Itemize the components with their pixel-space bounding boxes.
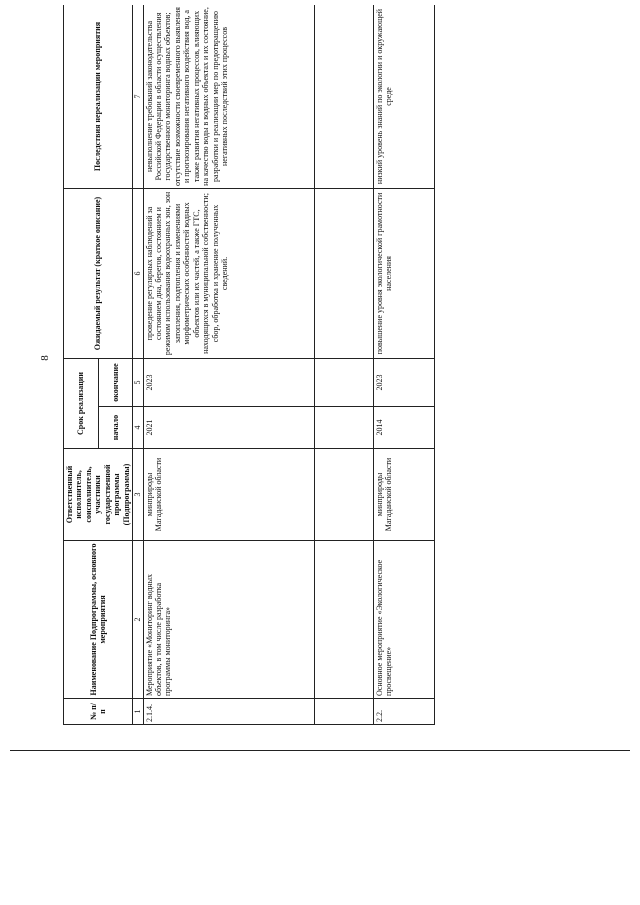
page-divider bbox=[10, 750, 630, 751]
header-consequence: Последствия нереализации мероприятия bbox=[64, 5, 133, 188]
row-executor: минприроды Магаданской области bbox=[373, 449, 434, 541]
table-header-row bbox=[64, 5, 99, 725]
row-end: 2023 bbox=[143, 358, 314, 406]
row-start: 2014 bbox=[373, 407, 434, 449]
header-executor: Ответственный исполнитель, соисполнитель, участники государственной программы (Подпрограммы) bbox=[64, 449, 133, 541]
table-row bbox=[143, 5, 314, 725]
column-number: 7 bbox=[133, 5, 143, 188]
header-name: Наименование Подпрограммы, основного мероприятия bbox=[64, 541, 133, 699]
header-num: № п/п bbox=[64, 699, 133, 725]
row-end: 2023 bbox=[373, 358, 434, 406]
header-start: начало bbox=[98, 407, 133, 449]
row-result: повышение уровня экологической грамотности населения bbox=[373, 188, 434, 358]
page-number: 8 bbox=[38, 355, 51, 361]
row-executor: минприроды Магаданской области bbox=[143, 449, 314, 541]
header-result: Ожидаемый результат (краткое описание) bbox=[64, 188, 133, 358]
column-number: 2 bbox=[133, 541, 143, 699]
column-number: 4 bbox=[133, 407, 143, 449]
row-num: 2.1.4. bbox=[143, 699, 314, 725]
row-result: проведение регулярных наблюдений за состоянием дна, берегов, состоянием и режимом использования водоохранных зон, зон затопления, подтопления и изменениями морфометрических особенностей водных объектов или их частей, а также ГТС, находящихся в муниципальной собственности; сбор, обработка и хранение полученных сведений. bbox=[143, 188, 314, 358]
row-consequence: невыполнение требований законодательства Российской Федерации в области осуществления государственного мониторинга водных объектов; отсутствие возможности своевременного выявления и прогнозирования негативного воздействия вод, а также развития негативных процессов, влияющих на качество воды в водных объектах и их состояние, разработки и реализации мер по предотвращению негативных последствий этих процессов bbox=[143, 5, 314, 188]
program-table bbox=[63, 5, 435, 725]
rotated-table-inner bbox=[63, 5, 568, 725]
table-row bbox=[373, 5, 434, 725]
column-number: 3 bbox=[133, 449, 143, 541]
header-term: Срок реализации bbox=[64, 358, 99, 448]
column-number: 5 bbox=[133, 358, 143, 406]
header-end: окончание bbox=[98, 358, 133, 406]
row-name: Основное мероприятие «Экологическое просвещение» bbox=[373, 541, 434, 699]
row-consequence: низкий уровень знаний по экологии и окружающей среде bbox=[373, 5, 434, 188]
table-spacer-row bbox=[314, 5, 373, 725]
column-number: 6 bbox=[133, 188, 143, 358]
rotated-table-wrapper bbox=[63, 5, 568, 725]
row-name: Мероприятие «Мониторинг водных объектов, в том числе разработка программы мониторинга» bbox=[143, 541, 314, 699]
column-number: 1 bbox=[133, 699, 143, 725]
row-num: 2.2. bbox=[373, 699, 434, 725]
column-number-row bbox=[133, 5, 143, 725]
row-start: 2021 bbox=[143, 407, 314, 449]
